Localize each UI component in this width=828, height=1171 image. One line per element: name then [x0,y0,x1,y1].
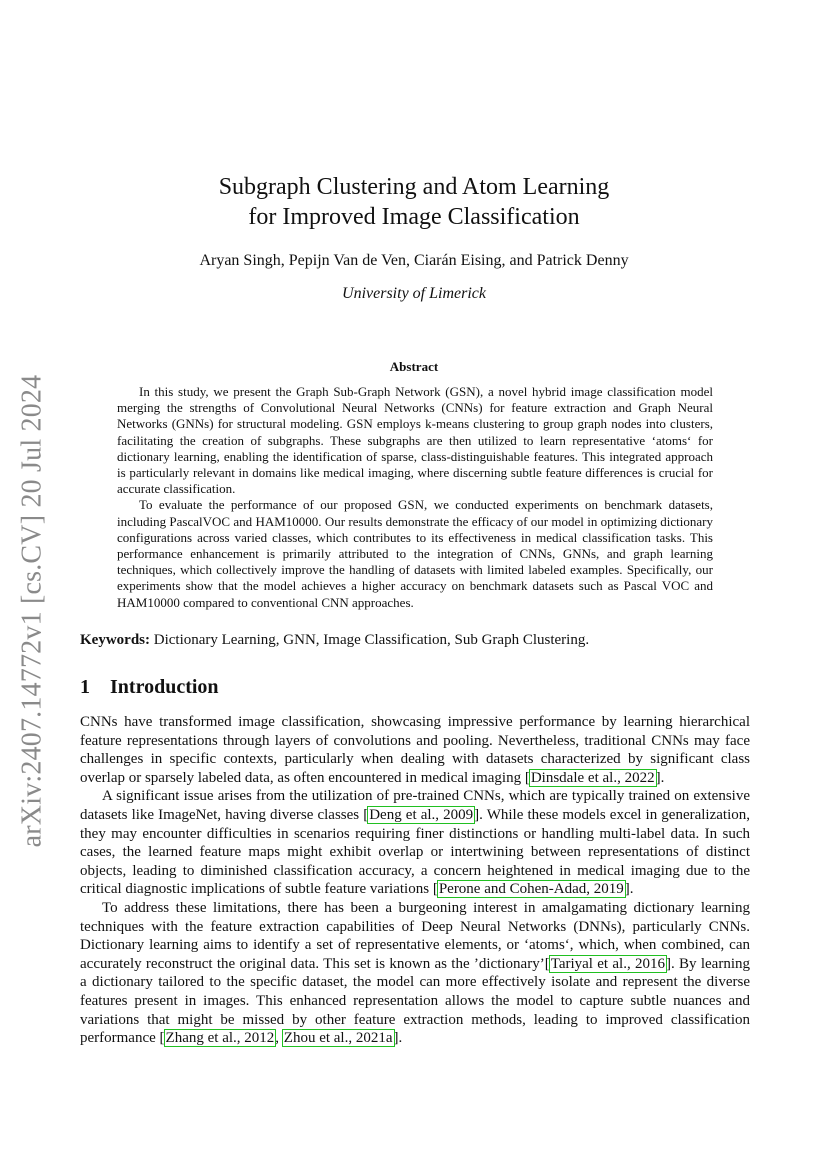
section-heading-introduction [80,674,219,700]
intro-paragraph-3: To address these limitations, there has been a burgeoning interest in amalgamating dictionary learning techniques with the feature extraction capabilities of Deep Neural Networks (DNNs), particularly CNNs. Dictionary learning aims to identify a set of representative elements, or ‘atoms‘, which, when combined, can accurately reconstruct the original data. This set is known as the ’dictionary’[Tariyal et al., 2016]. By learning a dictionary tailored to the specific dataset, the model can more effectively isolate and represent the diverse features present in images. This enhanced representation allows the model to capture subtle nuances and variations that might be missed by other feature extraction methods, leading to improved classification performance [Zhang et al., 2012, Zhou et al., 2021a]. [80,899,750,1047]
intro-p2-text-1: A significant issue arises from the utilization of pre-trained CNNs, which are typically trained on extensive datasets like ImageNet, having diverse classes [80,788,750,823]
intro-paragraph-2: A significant issue arises from the utilization of pre-trained CNNs, which are typically trained on extensive datasets like ImageNet, having diverse classes [Deng et al., 2009]. While these models excel in generalization, they may encounter difficulties in scenarios requiring finer distinctions or handling multi-label data. In such cases, the learned feature maps might exhibit overlap or intertwining between representations of distinct objects, leading to diminished classification accuracy, a concern heightened in medical imaging due to the critical diagnostic implications of subtle feature variations [Perone and Cohen-Adad, 2019]. [80,788,750,898]
keywords-label: Keywords: [80,632,150,648]
citation-link[interactable]: Tariyal et al., 2016 [550,955,665,972]
intro-p3-text-2: . By learning a dictionary tailored to the specific dataset, the model can more effectively isolate and represent the diverse features present in images. This enhanced representation allows the model to capture subtle nuances and variations that might be missed by other feature extraction methods, leading to improved classification performance [80,955,750,1047]
keywords [80,630,748,650]
intro-p3-text-4: . [398,1030,403,1047]
section-number: 1 [80,676,90,698]
title-line-1: Subgraph Clustering and Atom Learning [218,174,610,200]
paper-title [100,172,728,232]
section-title: Introduction [110,676,219,698]
title-line-2: for Improved Image Classification [248,204,580,230]
abstract-paragraph-2: To evaluate the performance of our proposed GSN, we conducted experiments on benchmark datasets, including PascalVOC and HAM10000. Our results demonstrate the efficacy of our model in optimizing dictionary configurations across varied classes, which contributes to its effectiveness in medical classification tasks. This performance enhancement is primarily attributed to the integration of CNNs, GNNs, and graph learning techniques, which collectively improve the handling of datasets with limited labeled examples. Specifically, our experiments show that the model achieves a higher accuracy on benchmark datasets such as Pascal VOC and HAM10000 compared to conventional CNN approaches. [117,497,713,610]
abstract-heading: Abstract [389,359,439,374]
abstract-paragraph-1: In this study, we present the Graph Sub-Graph Network (GSN), a novel hybrid image classification model merging the strengths of Convolutional Neural Networks (CNNs) for feature extraction and Graph Neural Networks (GNNs) for structural modeling. GSN employs k-means clustering to group graph nodes into clusters, facilitating the creation of subgraphs. These subgraphs are then utilized to learn representative ‘atoms‘ for dictionary learning, enabling the identification of sparse, class-distinguishable features. This integrated approach is particularly relevant in domains like medical imaging, where discerning subtle feature differences is crucial for accurate classification. [117,384,713,497]
introduction-body [80,713,750,1048]
citation-link[interactable]: Dinsdale et al., 2022 [530,769,655,786]
intro-p1-text-2: . [660,769,665,786]
citation-link[interactable]: Zhang et al., 2012 [165,1030,275,1047]
citation-link[interactable]: Zhou et al., 2021a [283,1030,393,1047]
citation-link[interactable]: Perone and Cohen-Adad, 2019 [438,881,624,898]
intro-paragraph-1: CNNs have transformed image classification, showcasing impressive performance by learning hierarchical feature representations through layers of convolutions and pooling. Nevertheless, traditional CNNs may face challenges in specific contexts, particularly when dealing with datasets characterized by significant class overlap or sparsely labeled data, as often encountered in medical imaging [Dinsdale et al., 2022]. [80,714,750,786]
arxiv-identifier: arXiv:2407.14772v1 [cs.CV] 20 Jul 2024 [16,374,47,848]
intro-p2-text-3: . [629,881,634,898]
author-list: Aryan Singh, Pepijn Van de Ven, Ciarán Eising, and Patrick Denny [199,252,629,269]
intro-p2-text-2: . While these models excel in generalization, they may encounter difficulties in scenarios requiring finer distinctions or handling multi-label data. In such cases, the learned feature maps might exhibit overlap or intertwining between representations of distinct objects, leading to diminished classification accuracy, a concern heightened in medical imaging due to the critical diagnostic implications of subtle feature variations [80,806,750,898]
intro-p3-text-1: To address these limitations, there has been a burgeoning interest in amalgamating dictionary learning techniques with the feature extraction capabilities of Deep Neural Networks (DNNs), particularly CNNs. Dictionary learning aims to identify a set of representative elements, or ‘atoms‘, which, when combined, can accurately reconstruct the original data. This set is known as the ’dictionary’ [80,899,750,972]
intro-p3-text-3: , [275,1030,283,1047]
arxiv-identifier-container [2,372,62,850]
intro-p1-text-1: CNNs have transformed image classification, showcasing impressive performance by learning hierarchical feature representations through layers of convolutions and pooling. Nevertheless, traditional CNNs may face challenges in specific contexts, particularly when dealing with datasets characterized by significant class overlap or sparsely labeled data, as often encountered in medical imaging [80,714,750,786]
affiliation: University of Limerick [342,285,486,302]
citation-link[interactable]: Deng et al., 2009 [369,806,474,823]
abstract-body [117,384,713,611]
keywords-text: Dictionary Learning, GNN, Image Classification, Sub Graph Clustering. [150,632,590,648]
